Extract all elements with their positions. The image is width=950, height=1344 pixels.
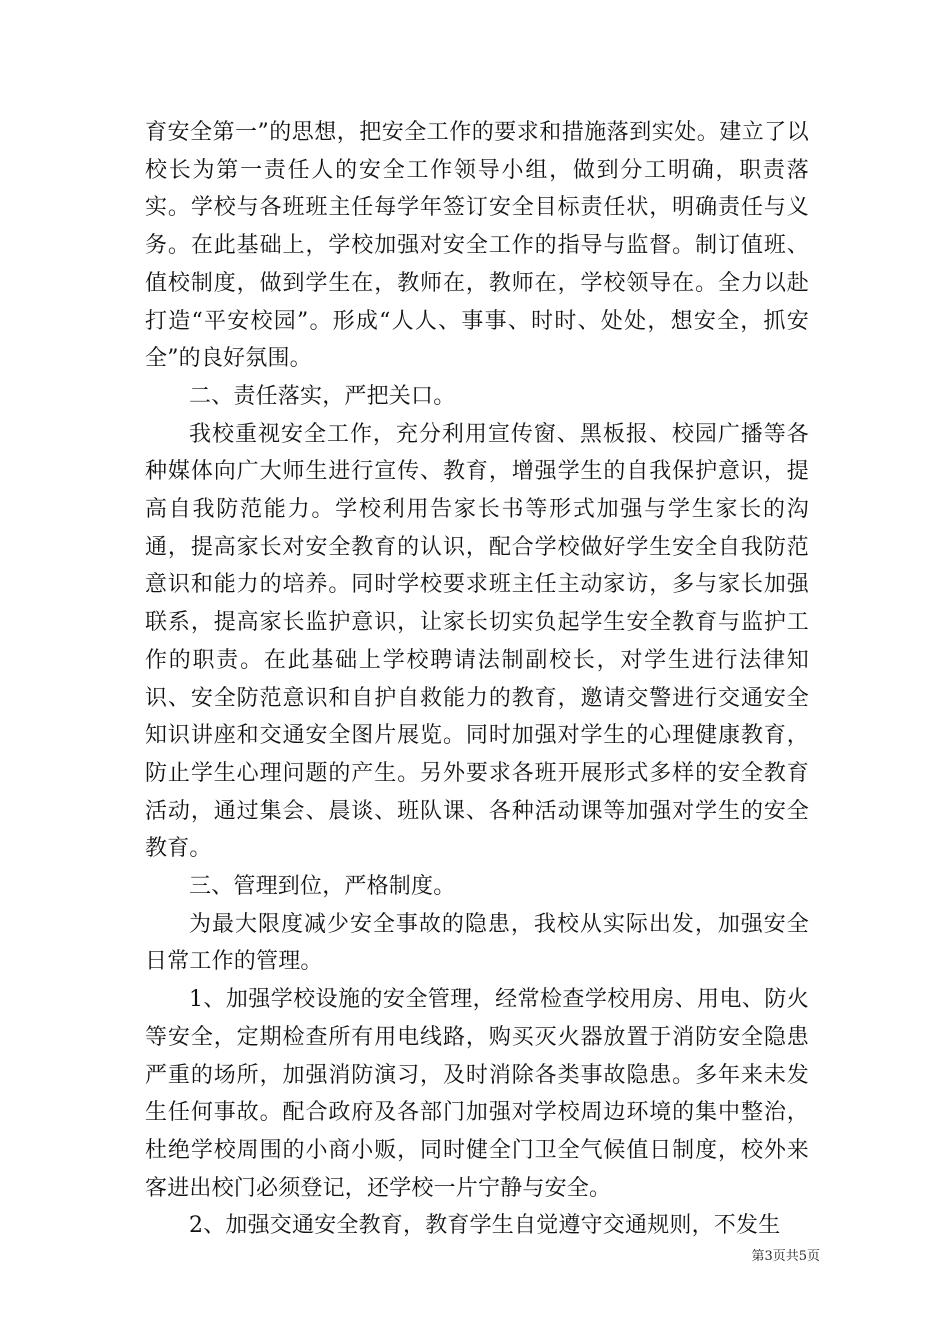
paragraph-section-2-body: 我校重视安全工作，充分利用宣传窗、黑板报、校园广播等各种媒体向广大师生进行宣传、教育，增强学生的自我保护意识，提高自我防范能力。学校利用告家长书等形式加强与学生家长的沟通，提高家长对安全教育的认识，配合学校做好学生安全自我防范意识和能力的培养。同时学校要求班主任主动家访，多与家长加强联系，提高家长监护意识，让家长切实负起学生安全教育与监护工作的职责。在此基础上学校聘请法制副校长，对学生进行法律知识、安全防范意识和自护自救能力的教育，邀请交警进行交通安全知识讲座和交通安全图片展览。同时加强对学生的心理健康教育，防止学生心理问题的产生。另外要求各班开展形式多样的安全教育活动，通过集会、晨谈、班队课、各种活动课等加强对学生的安全教育。 [145,421,809,862]
paragraph-item-1: 1、加强学校设施的安全管理，经常检查学校用房、用电、防火等安全，定期检查所有用电线路，购买灭火器放置于消防安全隐患严重的场所，加强消防演习，及时消除各类事故隐患。多年来未发生任何事故。配合政府及各部门加强对学校周边环境的集中整治，杜绝学校周围的小商小贩，同时健全门卫全气候值日制度，校外来客进出校门必须登记，还学校一片宁静与安全。 [145,987,809,1201]
paragraph-intro-continuation: 育安全第一”的思想，把安全工作的要求和措施落到实处。建立了以校长为第一责任人的安全工作领导小组，做到分工明确，职责落实。学校与各班班主任每学年签订安全目标责任状，明确责任与义务。在此基础上，学校加强对安全工作的指导与监督。制订值班、值校制度，做到学生在，教师在，教师在，学校领导在。全力以赴打造“平安校园”。形成“人人、事事、时时、处处，想安全，抓安全”的良好氛围。 [145,120,809,372]
section-heading-2: 二、责任落实，严把关口。 [189,383,456,409]
page-number: 第3页共5页 [751,1249,820,1264]
paragraph-item-2: 2、加强交通安全教育，教育学生自觉遵守交通规则，不发生 [189,1213,781,1239]
paragraph-section-3-intro: 为最大限度减少安全事故的隐患，我校从实际出发，加强安全日常工作的管理。 [145,911,809,975]
section-heading-3: 三、管理到位，严格制度。 [189,874,456,900]
document-body [145,114,809,1245]
